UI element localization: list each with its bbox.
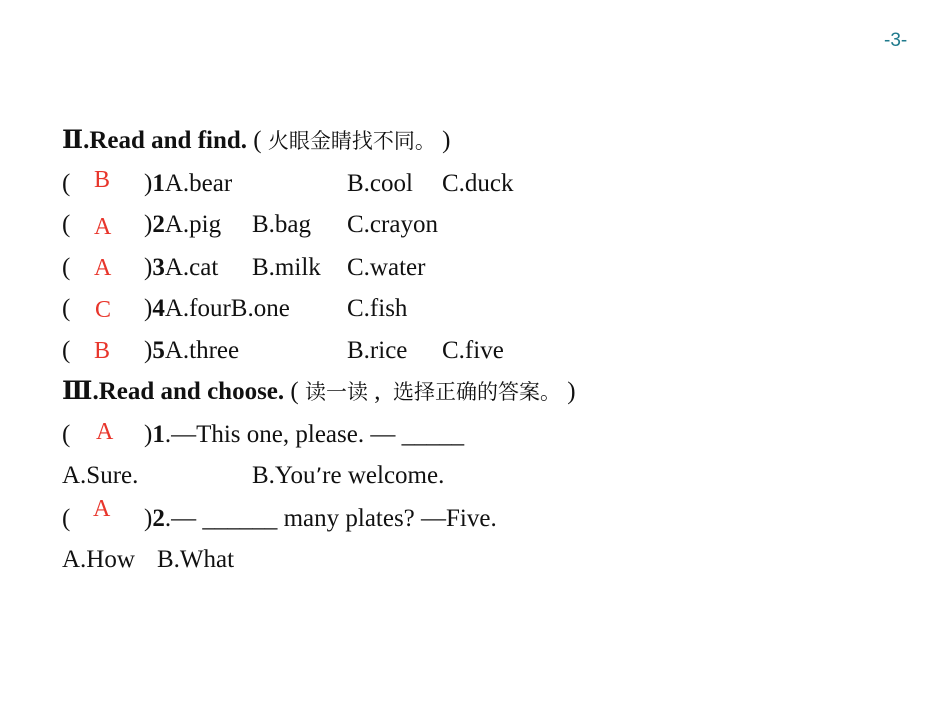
answer-mark: A xyxy=(94,214,112,240)
answer-mark: B xyxy=(94,167,111,193)
question-row: ( xyxy=(62,254,71,281)
option-c: C.crayon xyxy=(347,211,438,238)
option-b: B.cool xyxy=(347,170,413,197)
question-item: )2.— ______ many plates? —Five. xyxy=(144,505,497,532)
question-item: )4A.fourB.one xyxy=(144,295,290,322)
section-2-title: Read and find. xyxy=(89,127,248,154)
option-a: A.How xyxy=(62,546,135,573)
question-item: )1.—This one, please. — _____ xyxy=(144,421,465,448)
option-c: C.duck xyxy=(442,170,514,197)
section-2-heading: Ⅱ.Read and find. ( 火眼金睛找不同。 ) xyxy=(62,127,451,154)
section-3-title: Read and choose. xyxy=(98,378,285,405)
answer-mark: A xyxy=(93,496,111,522)
section-2-numeral: Ⅱ xyxy=(62,127,84,154)
answer-mark: C xyxy=(95,297,112,323)
option-b: B.You’re welcome. xyxy=(252,462,445,489)
question-row: ( xyxy=(62,421,71,448)
section-3-numeral: Ⅲ xyxy=(62,378,93,405)
option-b: B.bag xyxy=(252,211,312,238)
question-item: )3A.cat xyxy=(144,254,219,281)
question-item: )1A.bear xyxy=(144,170,233,197)
answer-mark: A xyxy=(94,255,112,281)
option-c: C.five xyxy=(442,337,504,364)
question-item: )5A.three xyxy=(144,337,240,364)
option-b: B.rice xyxy=(347,337,408,364)
question-row: ( xyxy=(62,337,71,364)
section-3-instruction-b: 选择正确的答案。 xyxy=(392,380,561,404)
answer-mark: B xyxy=(94,338,111,364)
answer-mark: A xyxy=(96,419,114,445)
answer-blank: ______ xyxy=(202,505,278,532)
option-a: A.Sure. xyxy=(62,462,139,489)
question-item: )2A.pig xyxy=(144,211,222,238)
page-number: -3- xyxy=(884,30,908,51)
option-c: C.fish xyxy=(347,295,408,322)
option-b: B.milk xyxy=(252,254,321,281)
section-2-instruction: 火眼金睛找不同。 xyxy=(267,129,436,153)
question-row: ( xyxy=(62,295,71,322)
section-3-instruction-a: 读一读 xyxy=(304,380,368,404)
option-b: B.What xyxy=(157,546,235,573)
question-row: ( xyxy=(62,170,71,197)
question-row: ( xyxy=(62,505,71,532)
option-c: C.water xyxy=(347,254,426,281)
question-row: ( xyxy=(62,211,71,238)
section-3-heading: Ⅲ.Read and choose. ( 读一读 , 选择正确的答案。 ) xyxy=(62,378,576,405)
